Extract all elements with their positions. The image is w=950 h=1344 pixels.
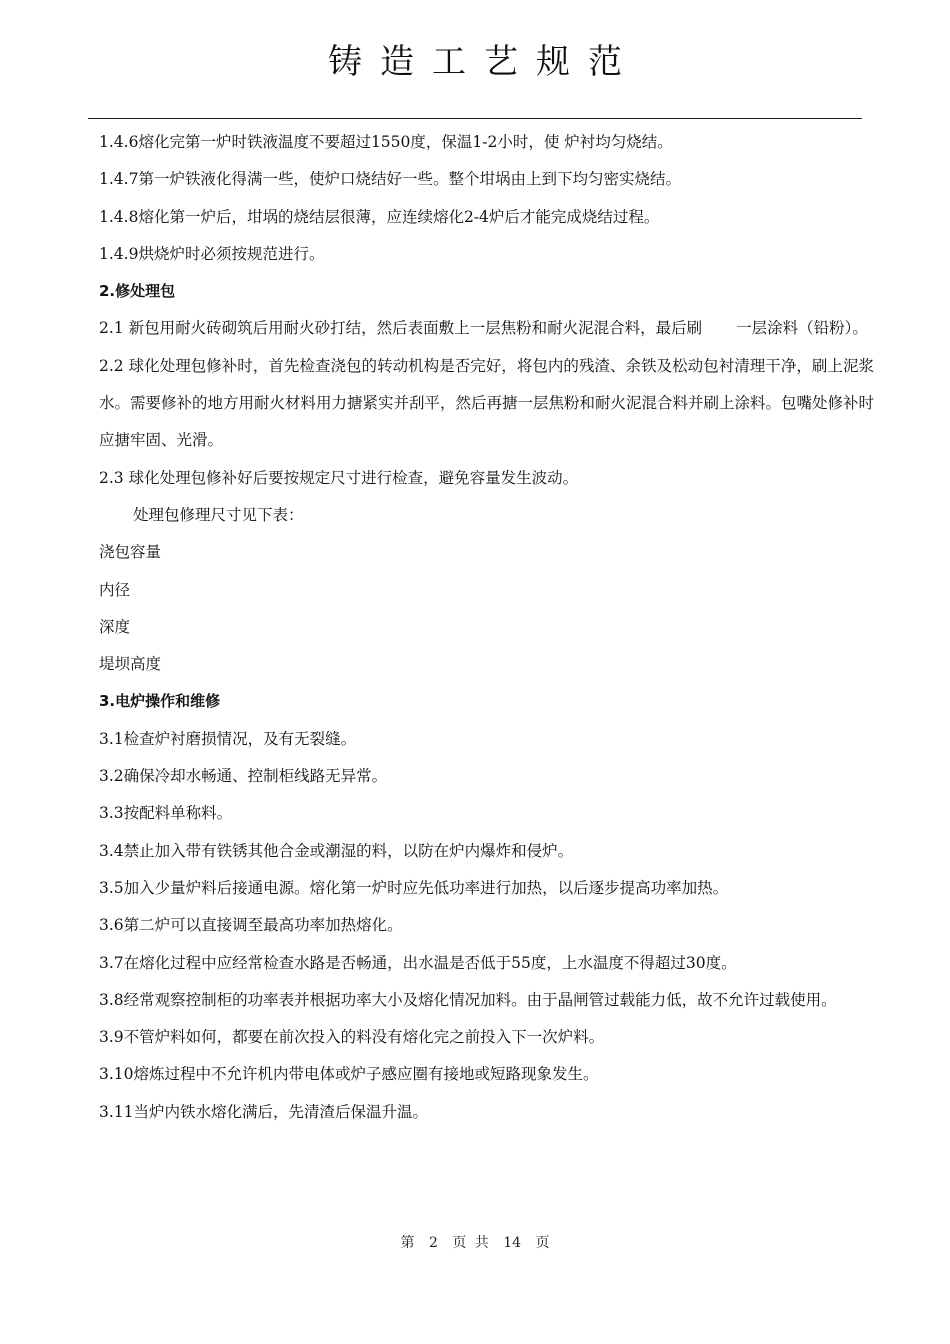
footer-suffix: 页: [535, 1235, 550, 1251]
section-heading-2: 2.修处理包: [99, 282, 176, 301]
paragraph-2-1: [99, 310, 874, 347]
footer-prefix: 第: [400, 1235, 415, 1251]
paragraph-3-5: 3.5加入少量炉料后接通电源。熔化第一炉时应先低功率进行加热，以后逐步提高功率加热。: [99, 878, 729, 897]
paragraph-2-2: 2.2 球化处理包修补时，首先检查浇包的转动机构是否完好，将包内的残渣、余铁及松动包衬清理干净，刷上泥浆水。需要修补的地方用耐火材料用力搪紧实并刮平，然后再搪一层焦粉和耐火泥混合料并刷上涂料。包嘴处修补时应搪牢固、光滑。: [99, 356, 875, 450]
paragraph-3-7: 3.7在熔化过程中应经常检查水路是否畅通，出水温是否低于55度，上水温度不得超过30度。: [99, 953, 737, 972]
footer-mid: 页 共: [452, 1235, 489, 1251]
table-row-label: 堤坝高度: [99, 655, 162, 674]
paragraph-3-3: 3.3按配料单称料。: [99, 804, 233, 823]
table-row-label: 浇包容量: [99, 543, 162, 562]
page-footer: [0, 1232, 950, 1252]
paragraph-2-1-part-a: 2.1 新包用耐火砖砌筑后用耐火砂打结，然后表面敷上一层焦粉和耐火泥混合料，最后刷: [99, 319, 703, 338]
document-body: [99, 124, 874, 1131]
table-intro: 处理包修理尺寸见下表：: [133, 505, 304, 524]
paragraph-3-2: 3.2确保冷却水畅通、控制柜线路无异常。: [99, 767, 388, 786]
paragraph-3-6: 3.6第二炉可以直接调至最高功率加热熔化。: [99, 916, 403, 935]
paragraph-1-4-7: 1.4.7第一炉铁液化得满一些，使炉口烧结好一些。整个坩埚由上到下均匀密实烧结。: [99, 170, 681, 189]
paragraph-3-8: 3.8经常观察控制柜的功率表并根据功率大小及熔化情况加料。由于晶闸管过载能力低，故不允许过载使用。: [99, 990, 837, 1009]
section-heading-3: 3.电炉操作和维修: [99, 692, 221, 711]
total-pages: 14: [503, 1235, 522, 1251]
paragraph-3-1: 3.1检查炉衬磨损情况，及有无裂缝。: [99, 729, 357, 748]
paragraph-3-10: 3.10熔炼过程中不允许机内带电体或炉子感应圈有接地或短路现象发生。: [99, 1065, 599, 1084]
paragraph-2-1-part-b: 一层涂料（铅粉）。: [736, 319, 868, 338]
document-title: 铸造工艺规范: [328, 42, 640, 82]
paragraph-3-4: 3.4禁止加入带有铁锈其他合金或潮湿的料，以防在炉内爆炸和侵炉。: [99, 841, 574, 860]
paragraph-1-4-9: 1.4.9烘烧炉时必须按规范进行。: [99, 244, 325, 263]
paragraph-1-4-8: 1.4.8熔化第一炉后，坩埚的烧结层很薄，应连续熔化2-4炉后才能完成烧结过程。: [99, 207, 660, 226]
paragraph-1-4-6: 1.4.6熔化完第一炉时铁液温度不要超过1550度，保温1-2小时，使 炉衬均匀烧结。: [99, 133, 673, 151]
page-number: 2: [428, 1235, 438, 1251]
paragraph-3-11: 3.11当炉内铁水熔化满后，先清渣后保温升温。: [99, 1102, 429, 1121]
table-row-label: 内径: [99, 580, 131, 599]
table-row-label: 深度: [99, 617, 131, 636]
header-divider: [88, 118, 862, 119]
paragraph-3-9: 3.9不管炉料如何，都要在前次投入的料没有熔化完之前投入下一次炉料。: [99, 1028, 605, 1047]
paragraph-2-3: 2.3 球化处理包修补好后要按规定尺寸进行检查，避免容量发生波动。: [99, 468, 579, 487]
